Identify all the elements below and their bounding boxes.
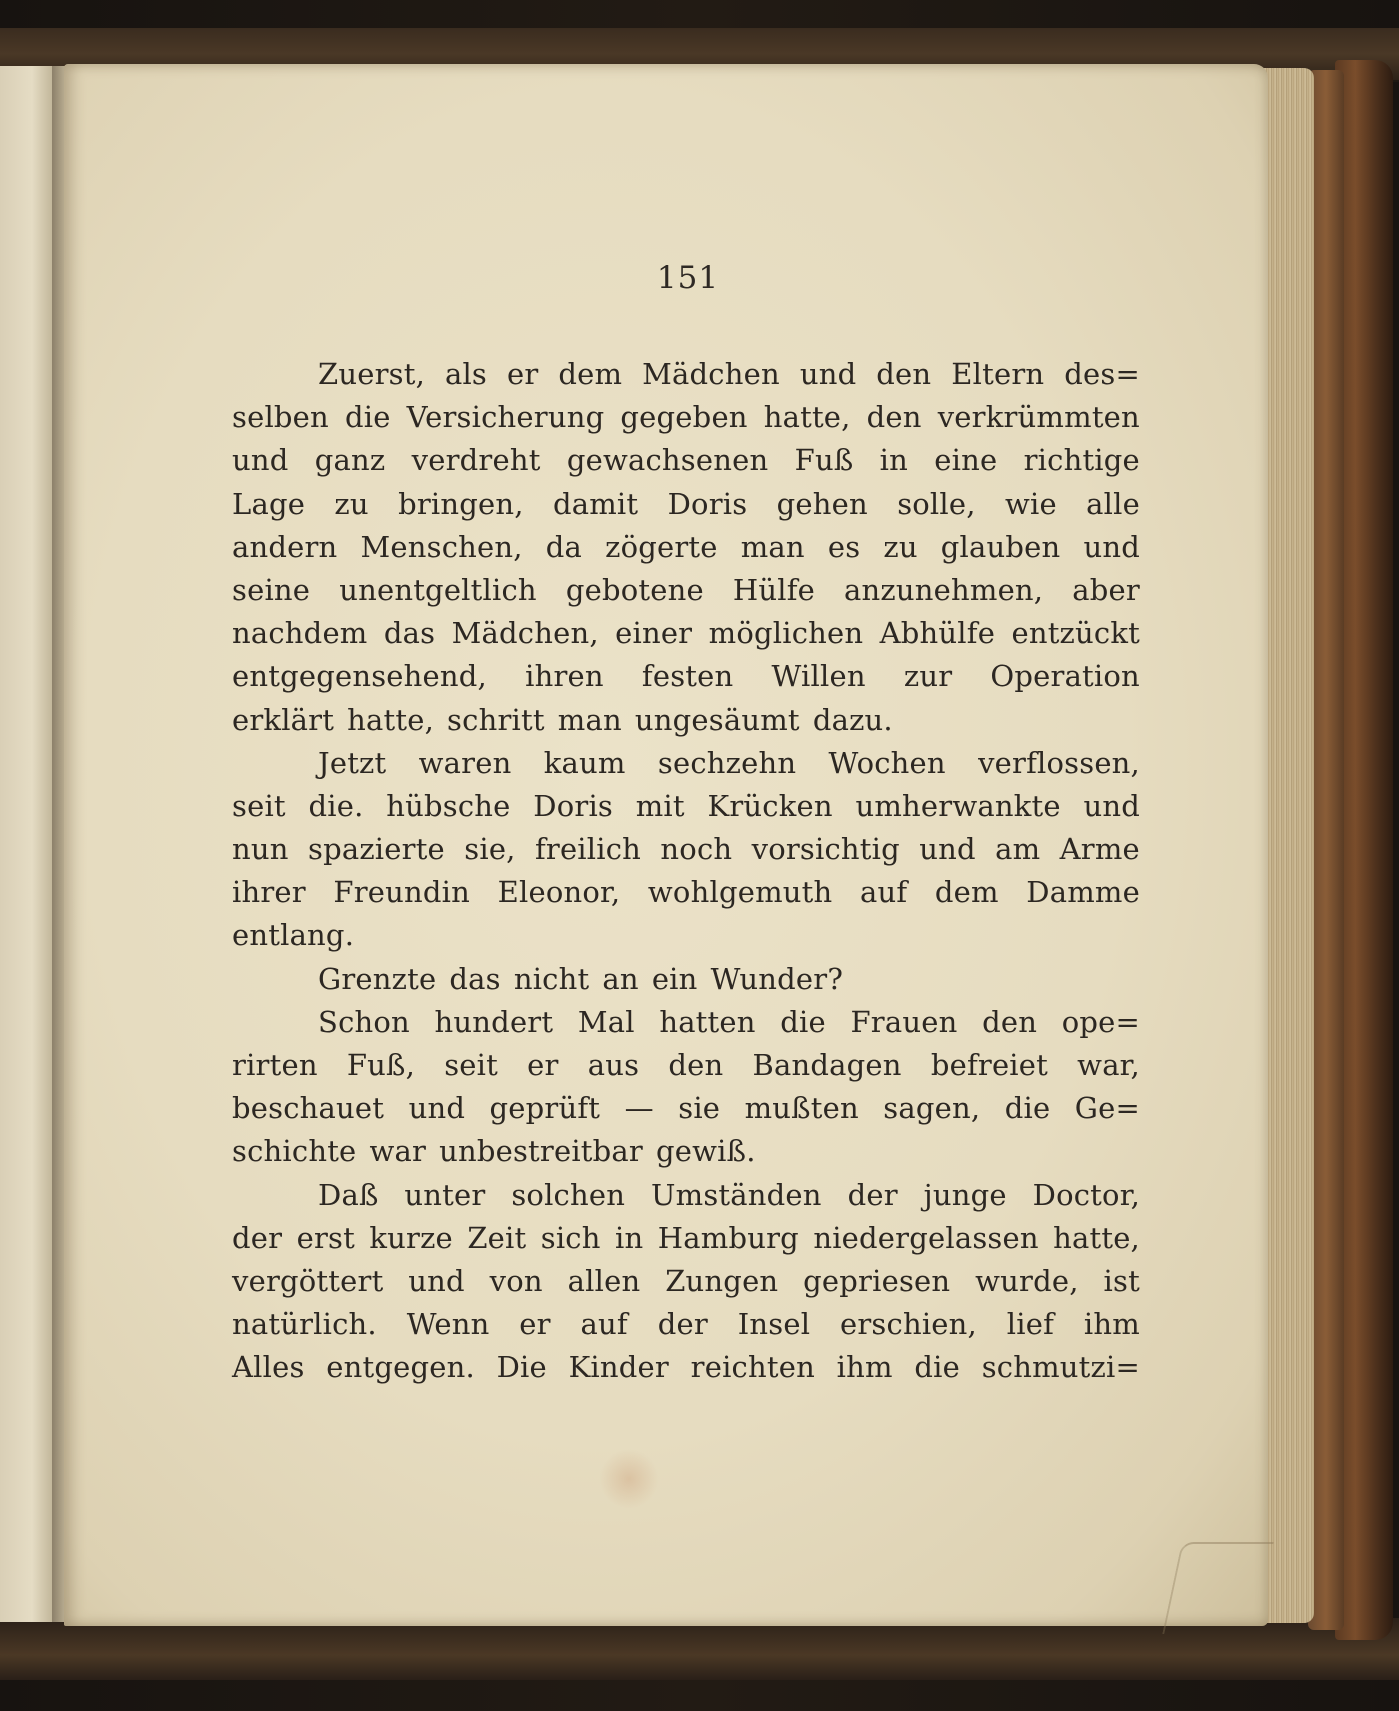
word: anzunehmen, [844, 572, 1044, 607]
word: ope= [1061, 1004, 1140, 1039]
word: des= [1064, 357, 1140, 391]
book-page [64, 64, 1268, 1626]
text-line [232, 871, 1140, 914]
word: Arme [1059, 832, 1140, 867]
word: lief [1006, 1307, 1055, 1342]
text-line [232, 483, 1140, 526]
word: schritt [447, 702, 545, 737]
word: möglichen [708, 616, 864, 651]
word: richtige [1023, 443, 1140, 478]
word: Wunder? [710, 961, 844, 996]
word: gehen [776, 486, 868, 521]
word: Schon [318, 1004, 410, 1039]
word: andern [232, 529, 338, 564]
word: Wochen [828, 745, 946, 780]
word: erklärt [232, 702, 335, 737]
word: Menschen, [360, 529, 523, 564]
word: schmutzi= [981, 1350, 1140, 1385]
word: gewachsenen [566, 443, 769, 478]
paper-stain [599, 1449, 659, 1509]
text-line [232, 1044, 1140, 1087]
word: verflossen, [978, 745, 1140, 780]
word: bringen, [398, 486, 524, 521]
text-line [232, 742, 1140, 785]
word: entgegensehend, [232, 659, 487, 694]
page-edges [1262, 68, 1314, 1623]
word: hatte, [347, 702, 434, 737]
word: war, [1077, 1048, 1140, 1082]
word: kaum [543, 745, 626, 780]
word: die [914, 1350, 961, 1385]
word: Fuß [794, 443, 854, 478]
word: gepriesen [803, 1263, 951, 1298]
word: er [506, 357, 539, 391]
page-number: 151 [656, 260, 720, 296]
word: erschien, [840, 1307, 977, 1342]
word: gewiß. [656, 1134, 756, 1169]
word: aus [587, 1048, 640, 1082]
word: ein [651, 961, 698, 996]
word: entlang. [232, 918, 355, 953]
word: er [519, 1307, 551, 1342]
word: war [369, 1134, 427, 1169]
word: in [615, 1220, 644, 1255]
word: Jetzt [318, 745, 387, 780]
word: Zungen [665, 1263, 779, 1298]
text-line [232, 526, 1140, 569]
word: Eltern [951, 357, 1045, 391]
word: Zuerst, [318, 357, 426, 391]
word: ihrer [232, 875, 306, 910]
word: noch [660, 832, 733, 867]
word: hatten [659, 1004, 756, 1039]
word: die [780, 1004, 826, 1039]
text-line [232, 569, 1140, 612]
word: Doris [667, 486, 748, 521]
word: Insel [737, 1307, 811, 1342]
word: Freundin [333, 875, 471, 910]
word: unter [404, 1177, 486, 1212]
word: Fuß, [346, 1048, 416, 1082]
text-line [232, 396, 1140, 439]
word: man [557, 702, 622, 737]
word: dem [934, 875, 999, 910]
word: seit [232, 788, 286, 823]
word: mußten [744, 1091, 859, 1126]
word: sich [540, 1220, 601, 1255]
word: seit [444, 1048, 498, 1082]
text-line [232, 1260, 1140, 1303]
word: beschauet [232, 1091, 385, 1126]
word: entgegen. [326, 1350, 475, 1385]
word: solchen [511, 1177, 626, 1212]
word: die [1004, 1091, 1051, 1126]
word: Mädchen [642, 357, 780, 391]
word: Alles [232, 1350, 305, 1385]
word: damit [552, 486, 639, 521]
word: Ge= [1074, 1091, 1140, 1126]
word: wie [1004, 486, 1057, 521]
word: es [827, 529, 861, 564]
word: Lage [232, 486, 306, 521]
word: Abhülfe [879, 616, 996, 651]
text-line [232, 1346, 1140, 1389]
word: Versicherung [406, 400, 605, 435]
text-line [232, 1130, 1140, 1173]
word: junge [923, 1177, 1007, 1212]
text-line [232, 1001, 1140, 1044]
word: zu [334, 486, 369, 521]
word: geprüft [489, 1091, 601, 1126]
word: Willen [771, 659, 866, 694]
text-line [232, 612, 1140, 655]
text-line [232, 655, 1140, 698]
page-corner-wear [1162, 1542, 1274, 1634]
word: zur [903, 659, 953, 694]
word: unentgeltlich [339, 572, 537, 607]
word: Wenn [406, 1307, 490, 1342]
word: nicht [513, 961, 590, 996]
word: Kinder [568, 1350, 669, 1385]
word: unbestreitbar [439, 1134, 643, 1169]
word: Doris [533, 788, 613, 823]
word: am [995, 832, 1041, 867]
word: Operation [990, 659, 1140, 694]
word: hatte, [1053, 1220, 1140, 1255]
word: ungesäumt [634, 702, 800, 737]
word: niedergelassen [813, 1220, 1039, 1255]
text-line [232, 439, 1140, 482]
word: hübsche [386, 788, 511, 823]
word: eine [934, 443, 998, 478]
word: — [624, 1091, 654, 1126]
word: ganz [314, 443, 386, 478]
word: nun [232, 832, 289, 867]
text-line [232, 914, 1140, 957]
word: sechzehn [657, 745, 797, 780]
word: reichten [690, 1350, 815, 1385]
word: Eleonor, [497, 875, 621, 910]
word: dazu. [812, 702, 893, 737]
word: Zeit [467, 1220, 527, 1255]
word: sie, [464, 832, 516, 867]
word: hundert [434, 1004, 554, 1039]
word: kurze [369, 1220, 453, 1255]
word: alle [1086, 486, 1140, 521]
word: entzückt [1011, 616, 1140, 651]
word: die [344, 400, 391, 435]
word: auf [859, 875, 908, 910]
word: auf [580, 1307, 628, 1342]
word: freilich [534, 832, 642, 867]
word: als [444, 357, 488, 391]
word: ist [1103, 1263, 1140, 1298]
word: den [982, 1004, 1038, 1039]
word: und [1083, 788, 1140, 823]
word: die. [308, 788, 364, 823]
text-line [232, 1217, 1140, 1260]
word: sagen, [883, 1091, 981, 1126]
word: selben [232, 400, 329, 435]
word: Krücken [707, 788, 833, 823]
word: sie [678, 1091, 721, 1126]
word: Bandagen [752, 1048, 902, 1082]
text-line [232, 699, 1140, 742]
word: gebotene [565, 572, 704, 607]
word: spazierte [307, 832, 445, 867]
word: vorsichtig [751, 832, 900, 867]
word: allen [567, 1263, 641, 1298]
word: mit [635, 788, 685, 823]
word: aber [1072, 572, 1140, 607]
word: Mädchen, [451, 616, 599, 651]
word: dem [558, 357, 623, 391]
word: Doctor, [1032, 1177, 1140, 1212]
body-text [232, 353, 1140, 1390]
word: vergöttert [232, 1263, 384, 1298]
text-line [232, 958, 1140, 1001]
text-line [232, 353, 1140, 396]
word: umherwankte [855, 788, 1061, 823]
word: von [489, 1263, 543, 1298]
word: verdreht [411, 443, 541, 478]
word: befreiet [930, 1048, 1049, 1082]
word: Daß [318, 1177, 379, 1212]
word: natürlich. [232, 1307, 377, 1342]
left-page-strip [0, 66, 58, 1622]
word: verkrümmten [937, 400, 1140, 435]
word: man [740, 529, 805, 564]
word: glauben [940, 529, 1061, 564]
word: erst [296, 1220, 355, 1255]
word: Frauen [850, 1004, 958, 1039]
word: Damme [1026, 875, 1140, 910]
word: der [847, 1177, 898, 1212]
word: wohlgemuth [647, 875, 833, 910]
word: solle, [897, 486, 976, 521]
word: hatte, [763, 400, 851, 435]
word: da [545, 529, 583, 564]
word: der [232, 1220, 283, 1255]
word: den [876, 357, 932, 391]
word: einer [615, 616, 693, 651]
word: Grenzte [318, 961, 437, 996]
text-line [232, 1303, 1140, 1346]
word: das [449, 961, 501, 996]
word: gegeben [620, 400, 748, 435]
word: und [1083, 529, 1140, 564]
word: zögerte [605, 529, 718, 564]
word: rirten [232, 1048, 318, 1082]
word: seine [232, 572, 311, 607]
word: und [232, 443, 289, 478]
word: er [527, 1048, 559, 1082]
word: und [919, 832, 976, 867]
word: und [799, 357, 857, 391]
word: Die [496, 1350, 547, 1385]
text-line [232, 1174, 1140, 1217]
word: Hamburg [657, 1220, 799, 1255]
word: und [408, 1091, 466, 1126]
word: zu [883, 529, 918, 564]
word: der [657, 1307, 708, 1342]
text-line [232, 1087, 1140, 1130]
word: in [879, 443, 909, 478]
word: waren [418, 745, 512, 780]
text-line [232, 828, 1140, 871]
word: das [383, 616, 436, 651]
word: an [602, 961, 639, 996]
word: und [408, 1263, 465, 1298]
word: ihm [1083, 1307, 1140, 1342]
word: den [668, 1048, 724, 1082]
word: den [866, 400, 922, 435]
text-line [232, 785, 1140, 828]
word: Umständen [651, 1177, 822, 1212]
word: schichte [232, 1134, 357, 1169]
word: Hülfe [732, 572, 815, 607]
word: Mal [577, 1004, 635, 1039]
word: ihren [525, 659, 604, 694]
word: wurde, [975, 1263, 1079, 1298]
word: festen [641, 659, 734, 694]
word: ihm [836, 1350, 893, 1385]
word: nachdem [232, 616, 368, 651]
